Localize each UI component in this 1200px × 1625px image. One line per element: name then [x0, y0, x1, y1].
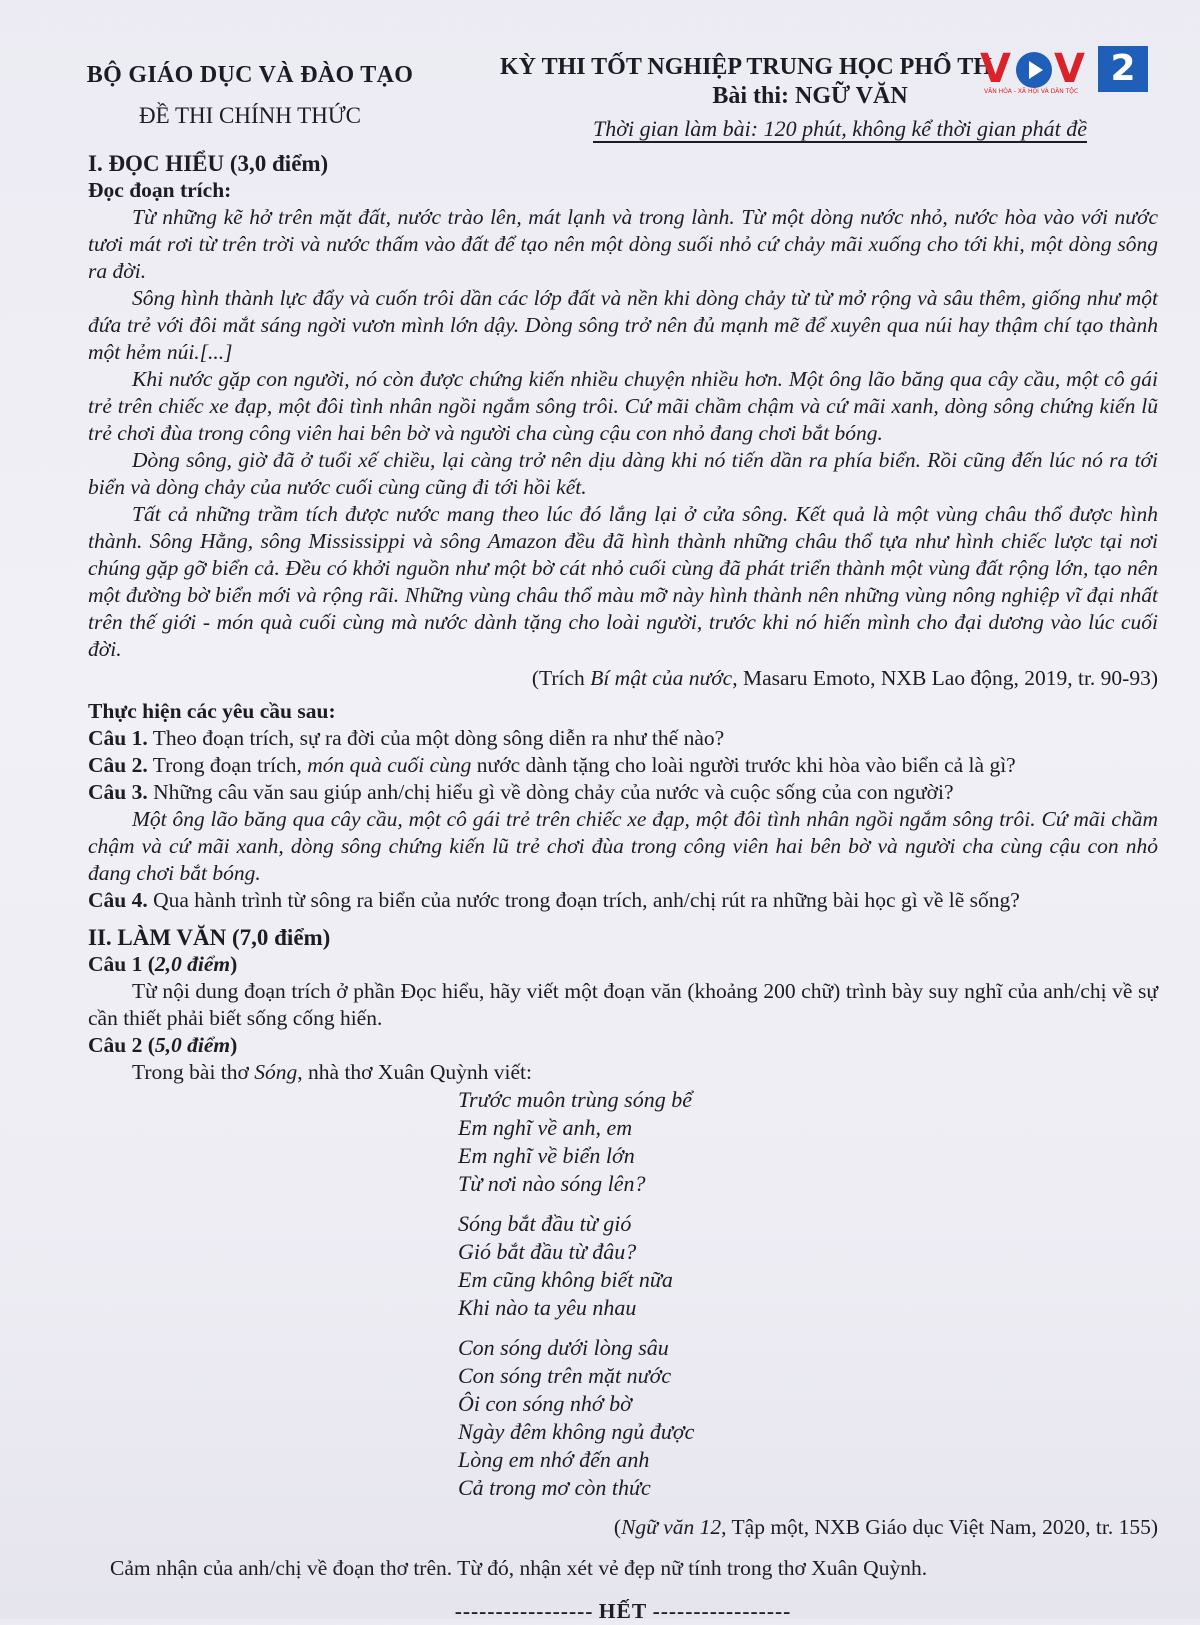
- passage-citation: (Trích Bí mật của nước, Masaru Emoto, NXB Lao động, 2019, tr. 90-93): [531, 666, 1158, 690]
- play-icon: [1016, 52, 1052, 88]
- passage-paragraph: Tất cả những trầm tích được nước mang theo lúc đó lắng lại ở cửa sông. Kết quả là một vùng châu thổ được hình thành. Sông Hằng, sông Mississippi và sông Amazon đều đã hình thành những châu thổ tựa như hình chiếc lược tại nơi chúng gặp gỡ biển cả. Đều có khởi nguồn như một bờ cát nhỏ cuối cùng đã phát triển thành một vùng đất rộng lớn, tạo nên một đường bờ biển mới và rộng rãi. Những vùng châu thổ màu mỡ này hình thành nên những vùng nông nghiệp vĩ đại nhất trên thế giới - món quà cuối cùng mà nước dành tặng cho loài người, trước khi nó hiến mình cho đại dương vào lúc cuối đời.: [88, 502, 1158, 661]
- question-2: Câu 2. Trong đoạn trích, món quà cuối cùng nước dành tặng cho loài người trước khi hòa vào biển cả là gì?: [88, 753, 1016, 777]
- question-4: Câu 4. Qua hành trình từ sông ra biển của nước trong đoạn trích, anh/chị rút ra những bài học gì về lẽ sống?: [88, 888, 1020, 912]
- ministry-name: BỘ GIÁO DỤC VÀ ĐÀO TẠO: [86, 62, 414, 88]
- question-3: Câu 3. Những câu văn sau giúp anh/chị hiểu gì về dòng chảy của nước và cuộc sống của con người?: [88, 780, 954, 804]
- section1-title: I. ĐỌC HIỂU (3,0 điểm): [88, 151, 329, 176]
- header-left: [80, 62, 420, 129]
- poem-line: Em cũng không biết nữa: [458, 1267, 673, 1292]
- poem-line: Sóng bắt đầu từ gió: [458, 1211, 632, 1236]
- essay-1-prompt: Từ nội dung đoạn trích ở phần Đọc hiểu, hãy viết một đoạn văn (khoảng 200 chữ) trình bày suy nghĩ của anh/chị về sự cần thiết phải biết sống cống hiến.: [88, 979, 1158, 1030]
- poem-line: Gió bắt đầu từ đâu?: [458, 1239, 637, 1264]
- poem-line: Cả trong mơ còn thức: [458, 1475, 651, 1500]
- poem-line: Khi nào ta yêu nhau: [458, 1295, 637, 1320]
- poem-line: Trước muôn trùng sóng bể: [458, 1087, 692, 1112]
- essay-2-heading: Câu 2 (5,0 điểm): [88, 1033, 238, 1057]
- logo-letter-v: V: [980, 46, 1009, 92]
- poem-line: Ôi con sóng nhớ bờ: [458, 1391, 632, 1416]
- logo-letter-v2: V: [1054, 46, 1083, 92]
- poem-stanza-1: [458, 1086, 1158, 1198]
- poem-line: Con sóng dưới lòng sâu: [458, 1335, 669, 1360]
- poem-line: Con sóng trên mặt nước: [458, 1363, 672, 1388]
- essay-1-heading: Câu 1 (2,0 điểm): [88, 952, 238, 976]
- poem-stanza-2: [458, 1210, 1158, 1322]
- poem-line: Em nghĩ về biển lớn: [458, 1143, 635, 1168]
- passage-paragraph: Sông hình thành lực đẩy và cuốn trôi dần các lớp đất và nền khi dòng chảy từ từ mở rộng và sâu thêm, giống như một đứa trẻ với đôi mắt sáng ngời vươn mình lớn dậy. Dòng sông trở nên đủ mạnh mẽ để xuyên qua núi hay thậm chí tạo thành một hẻm núi.[...]: [88, 286, 1158, 364]
- essay-2-prompt: Cảm nhận của anh/chị về đoạn thơ trên. Từ đó, nhận xét vẻ đẹp nữ tính trong thơ Xuân Quỳnh.: [110, 1556, 928, 1580]
- passage-paragraph: Khi nước gặp con người, nó còn được chứng kiến nhiều chuyện nhiều hơn. Một ông lão băng qua cây cầu, một cô gái trẻ trên chiếc xe đạp, một đôi tình nhân ngồi ngắm sông trôi. Cứ mãi chầm chậm và cứ mãi xanh, dòng sông chứng kiến lũ trẻ chơi đùa trong công viên hai bên bờ và người cha cùng cậu con nhỏ đang chơi bắt bóng.: [88, 367, 1158, 445]
- end-marker: ----------------- HẾT -----------------: [454, 1599, 792, 1623]
- tasks-title: Thực hiện các yêu cầu sau:: [88, 699, 336, 723]
- exam-title: KỲ THI TỐT NGHIỆP TRUNG HỌC PHỔ TH: [500, 54, 992, 80]
- vov2-logo: [980, 46, 1160, 96]
- poem-line: Em nghĩ về anh, em: [458, 1115, 633, 1140]
- poem-citation: (Ngữ văn 12, Tập một, NXB Giáo dục Việt Nam, 2020, tr. 155): [613, 1515, 1158, 1539]
- section1-intro: Đọc đoạn trích:: [88, 178, 232, 202]
- poem: [458, 1086, 1158, 1502]
- section2-title: II. LÀM VĂN (7,0 điểm): [88, 925, 331, 950]
- official-label: ĐỀ THI CHÍNH THỨC: [138, 103, 362, 128]
- poem-stanza-3: [458, 1334, 1158, 1502]
- passage-paragraph: Từ những kẽ hở trên mặt đất, nước trào lên, mát lạnh và trong lành. Từ một dòng nước nhỏ, nước hòa vào với nước tươi mát rơi từ trên trời và nước thấm vào đất để tạo nên một dòng suối nhỏ cứ chảy mãi xuống cho tới khi, một dòng sông ra đời.: [88, 205, 1158, 283]
- logo-number: 2: [1098, 46, 1148, 92]
- poem-line: Từ nơi nào sóng lên?: [458, 1171, 646, 1196]
- exam-body: [88, 150, 1158, 1625]
- exam-time: Thời gian làm bài: 120 phút, không kể thời gian phát đề: [592, 116, 1087, 141]
- poem-line: Lòng em nhớ đến anh: [458, 1447, 650, 1472]
- poem-line: Ngày đêm không ngủ được: [458, 1419, 695, 1444]
- question-3-quote: Một ông lão băng qua cây cầu, một cô gái trẻ trên chiếc xe đạp, một đôi tình nhân ngồi ngắm sông trôi. Cứ mãi chầm chậm và cứ mãi xanh, dòng sông chứng kiến lũ trẻ chơi đùa trong công viên hai bên bờ và người cha cùng cậu con nhỏ đang chơi bắt bóng.: [88, 807, 1158, 885]
- passage-paragraph: Dòng sông, giờ đã ở tuổi xế chiều, lại càng trở nên dịu dàng khi nó tiến dần ra phía biển. Rồi cũng đến lúc nó ra tới biển và dòng chảy của nước cuối cùng cũng đi tới hồi kết.: [88, 448, 1158, 499]
- question-1: Câu 1. Theo đoạn trích, sự ra đời của một dòng sông diễn ra như thế nào?: [88, 726, 725, 750]
- essay-2-intro: Trong bài thơ Sóng, nhà thơ Xuân Quỳnh viết:: [132, 1060, 532, 1084]
- logo-tagline: VĂN HÓA - XÃ HỘI VÀ DÂN TỘC: [984, 88, 1079, 95]
- exam-subject: Bài thi: NGỮ VĂN: [712, 83, 908, 109]
